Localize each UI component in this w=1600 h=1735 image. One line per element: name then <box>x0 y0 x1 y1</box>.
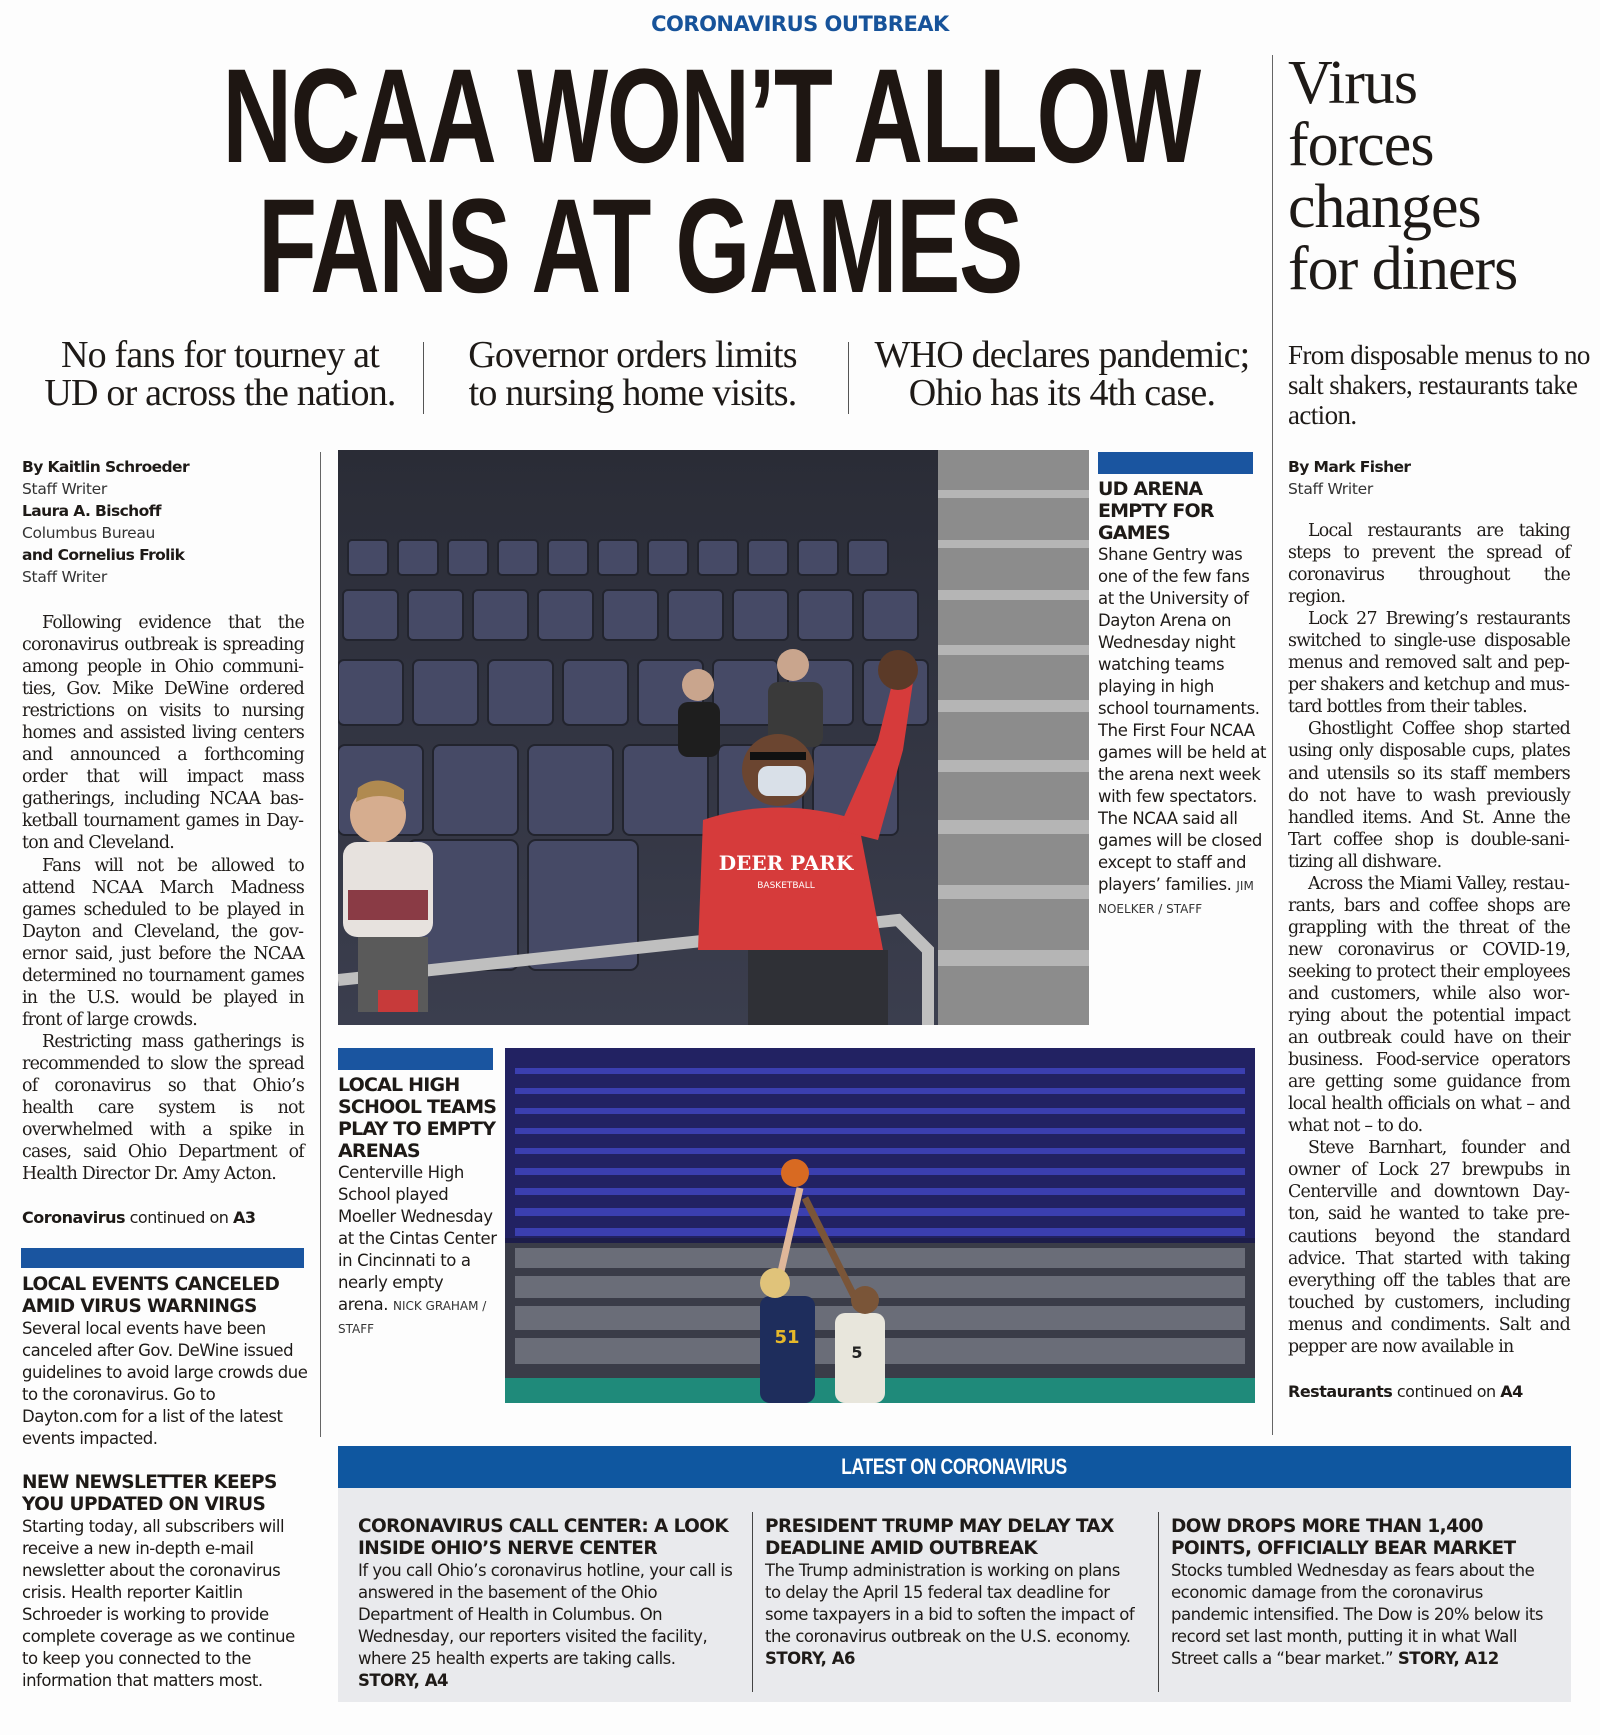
latest-item-tax-deadline[interactable] <box>765 1516 1135 1670</box>
latest-banner <box>338 1446 1571 1488</box>
deck-2-line-2: to nursing home visits. <box>468 372 797 414</box>
main-headline-line-1: NCAA WON’T ALLOW <box>222 42 1200 191</box>
jump-keyword: Restaurants <box>1288 1382 1393 1401</box>
byline-name: Laura A. Bischoff <box>22 502 161 520</box>
brief-local-events <box>22 1274 312 1450</box>
jump-text: continued on <box>129 1208 229 1227</box>
column-rule-left <box>320 452 321 1437</box>
byline-name: By Kaitlin Schroeder <box>22 458 190 476</box>
side-jump-line[interactable] <box>1288 1382 1523 1401</box>
jump-page: A4 <box>1500 1382 1523 1401</box>
caption-headline: UD ARENA EMPTY FOR GAMES <box>1098 478 1214 544</box>
deck-2 <box>440 336 825 412</box>
deck-3 <box>862 336 1262 412</box>
paragraph: Across the Miami Valley, restaurants, bars and coffee shops are grappling with the threat of the new coronavirus or COVID-19, seeking to protect their employees and customers, while also worrying about the potential impact an outbreak could have on their business. Food-service operators are getting some guidance from local health officials on what – and what not – to do. <box>1288 873 1570 1137</box>
side-story-body <box>1288 520 1570 1358</box>
paragraph: Ghostlight Coffee shop started using only disposable cups, plates and utensils so its staff members do not have to wash previously handled items. And St. Anne the Tart coffee shop is double-sanitizing all dishware. <box>1288 719 1570 872</box>
brief-body: Several local events have been canceled after Gov. DeWine issued guidelines to avoid large crowds due to the coronavirus. Go to Dayton.com for a list of the latest events impacted. <box>22 1319 308 1448</box>
main-headline <box>222 42 1200 321</box>
latest-divider <box>1158 1512 1159 1692</box>
brief-newsletter <box>22 1472 312 1692</box>
latest-item-body: The Trump administration is working on plans to delay the April 15 federal tax deadline for some taxpayers in a bid to soften the impact of the coronavirus outbreak on the U.S. economy. <box>765 1561 1135 1646</box>
sweatshirt-text: DEER PARK <box>718 851 854 875</box>
side-headline-line: Virus <box>1288 49 1418 117</box>
side-headline-line: forces <box>1288 111 1434 179</box>
deck-3-line-1: WHO declares pandemic; <box>874 334 1250 376</box>
side-headline-line: for diners <box>1288 235 1518 303</box>
deck-divider <box>423 342 424 414</box>
paragraph: Local restaurants are taking steps to prevent the spread of coronavirus throughout the region. <box>1288 521 1570 608</box>
photo-ud-arena-image <box>338 450 1089 1025</box>
main-jump-line[interactable] <box>22 1208 255 1227</box>
paragraph: Following evidence that the coronavirus outbreak is spreading among people in Ohio communities, Gov. Mike DeWine ordered restrictions on visits to nursing homes and assisted living centers and announced a forthcoming order that will impact mass gatherings, including NCAA basketball tournament games in Dayton and Cleveland. <box>22 613 304 854</box>
paragraph: Fans will not be allowed to attend NCAA March Madness games scheduled to be played in Dayton and Cleveland, the governor said, just before the NCAA determined no tournament games in the U.S. would be played in front of large crowds. <box>22 855 304 1030</box>
jump-page: A3 <box>232 1208 256 1227</box>
jump-text: continued on <box>1396 1382 1496 1401</box>
byline-role: Staff Writer <box>22 568 107 586</box>
deck-3-line-2: Ohio has its 4th case. <box>908 372 1216 414</box>
photo-credit: JIM NOELKER / STAFF <box>1098 879 1254 916</box>
main-story-body <box>22 612 304 1185</box>
section-kicker: CORONAVIRUS OUTBREAK <box>651 12 949 36</box>
jump-keyword: Coronavirus <box>22 1208 126 1227</box>
upper-seats <box>505 1048 1255 1238</box>
byline-role: Staff Writer <box>1288 480 1373 498</box>
column-rule-right <box>1272 55 1273 1435</box>
latest-divider <box>752 1512 753 1692</box>
main-headline-line-2: FANS AT GAMES <box>258 172 1022 321</box>
deck-2-line-1: Governor orders limits <box>468 334 797 376</box>
story-reference[interactable]: STORY, A4 <box>358 1671 448 1690</box>
jersey-number-left: 51 <box>774 1327 800 1348</box>
brief-headline: LOCAL EVENTS CANCELED AMID VIRUS WARNINGS <box>22 1274 280 1317</box>
side-headline <box>1288 49 1588 303</box>
caption-accent-bar <box>1098 452 1253 474</box>
main-bylines <box>22 456 312 588</box>
brief-body: Starting today, all subscribers will receive a new in-depth e-mail newsletter about the coronavirus crisis. Health reporter Kaitlin Schroeder is working to provide complete coverage as we continue to keep you connected to the information that matters most. <box>22 1517 295 1690</box>
photo-ud-arena <box>338 450 1089 1025</box>
byline-role: Columbus Bureau <box>22 524 156 542</box>
caption-body: Shane Gentry was one of the few fans at the University of Dayton Arena on Wednesday night watching teams playing in high school tournaments. The First Four NCAA games will be held at the arena next week with few spectators. The NCAA said all games will be closed except to staff and players’ families. <box>1098 545 1267 894</box>
side-deck: From disposable menus to no salt shakers, restaurants take action. <box>1288 340 1590 430</box>
basketball <box>781 1159 809 1187</box>
story-reference[interactable]: STORY, A6 <box>765 1649 855 1668</box>
brief-headline: NEW NEWSLETTER KEEPS YOU UPDATED ON VIRUS <box>22 1472 277 1515</box>
deck-divider <box>848 342 849 414</box>
sweatshirt-subtext: BASKETBALL <box>757 881 815 891</box>
deck-1-line-2: UD or across the nation. <box>44 372 396 414</box>
latest-item-body: Stocks tumbled Wednesday as fears about the economic damage from the coronavirus pandemic intensified. The Dow is 20% below its record set last month, putting it in what Wall Street calls a “bear market.” <box>1171 1561 1543 1668</box>
paragraph: Lock 27 Brewing’s restaurants switched to single-use disposable menus and removed salt and pepper shakers and ketchup and mustard bottles from their tables. <box>1288 609 1570 718</box>
latest-item-body: If you call Ohio’s coronavirus hotline, your call is answered in the basement of the Ohio Department of Health in Columbus. On Wednesday, our reporters visited the facility, where 25 health experts are taking calls. <box>358 1561 733 1668</box>
latest-item-headline: DOW DROPS MORE THAN 1,400 POINTS, OFFICIALLY BEAR MARKET <box>1171 1516 1516 1559</box>
latest-item-call-center[interactable] <box>358 1516 738 1692</box>
latest-item-dow-drops[interactable] <box>1171 1516 1561 1670</box>
side-headline-line: changes <box>1288 173 1481 241</box>
photo-credit: NICK GRAHAM / STAFF <box>338 1299 487 1336</box>
paragraph: Steve Barnhart, founder and owner of Lock 27 brewpubs in Centerville and downtown Dayton, said he wanted to take precautions beyond the standard advice. That started with taking everything off the tables that are touched by customers, including menus and condiments. Salt and pepper are now available in <box>1288 1138 1570 1357</box>
latest-title: LATEST ON CORONAVIRUS <box>841 1454 1068 1479</box>
photo-cintas-caption <box>338 1074 498 1340</box>
story-reference[interactable]: STORY, A12 <box>1397 1649 1499 1668</box>
photo-ud-arena-caption <box>1098 478 1268 920</box>
photo-cintas-center <box>505 1048 1255 1403</box>
byline-name: and Cornelius Frolik <box>22 546 185 564</box>
paragraph: Restricting mass gatherings is recommended to slow the spread of coronavirus so that Ohio’s health care system is not overwhelmed with a spike in cases, said Ohio Department of Health Director Dr. Amy Acton. <box>22 1031 304 1185</box>
caption-headline: LOCAL HIGH SCHOOL TEAMS PLAY TO EMPTY ARENAS <box>338 1074 497 1162</box>
byline-role: Staff Writer <box>22 480 107 498</box>
latest-item-headline: PRESIDENT TRUMP MAY DELAY TAX DEADLINE AMID OUTBREAK <box>765 1516 1114 1559</box>
side-byline <box>1288 456 1588 500</box>
photo-cintas-center-image <box>505 1048 1255 1403</box>
caption-accent-bar <box>338 1048 493 1070</box>
latest-item-headline: CORONAVIRUS CALL CENTER: A LOOK INSIDE OHIO’S NERVE CENTER <box>358 1516 729 1559</box>
deck-1 <box>20 336 420 412</box>
stairs <box>938 450 1089 1025</box>
brief-accent-bar <box>21 1248 304 1268</box>
jersey-number-right: 5 <box>851 1343 863 1362</box>
deck-1-line-1: No fans for tourney at <box>61 334 379 376</box>
byline-name: By Mark Fisher <box>1288 458 1411 476</box>
caption-body: Centerville High School played Moeller Wednesday at the Cintas Center in Cincinnati to a nearly empty arena. <box>338 1163 497 1314</box>
